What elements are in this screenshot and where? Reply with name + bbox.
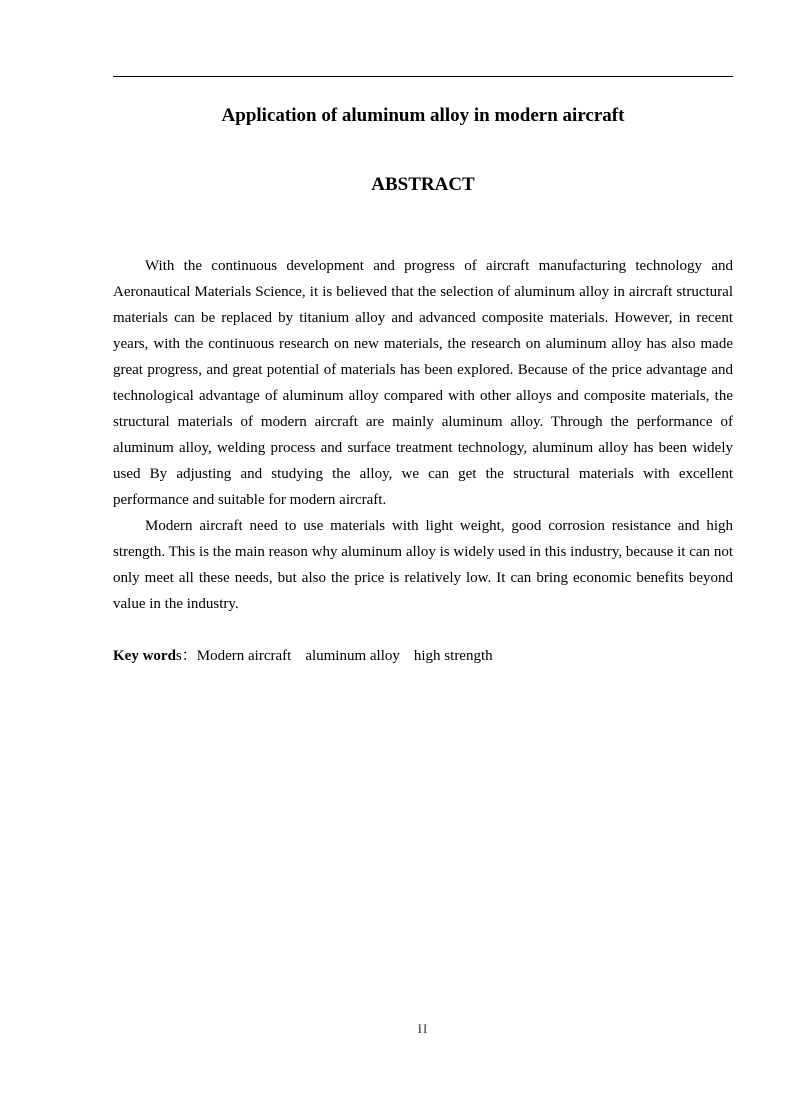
keywords-line <box>113 643 733 669</box>
page-number: II <box>417 1021 429 1036</box>
abstract-paragraph-2: Modern aircraft need to use materials with light weight, good corrosion resistance and high strength. This is the main reason why aluminum alloy is widely used in this industry, because it can not only meet all these needs, but also the price is relatively low. It can bring economic benefits beyond value in the industry. <box>113 518 733 612</box>
document-title: Application of aluminum alloy in modern aircraft <box>221 105 625 126</box>
keyword-item: aluminum alloy <box>305 648 400 664</box>
keyword-item: high strength <box>413 648 493 664</box>
keywords-label-suffix: s： <box>175 648 197 664</box>
header-rule <box>113 76 733 77</box>
abstract-heading: ABSTRACT <box>371 174 475 195</box>
abstract-body <box>113 253 733 617</box>
abstract-paragraph-1: With the continuous development and progress of aircraft manufacturing technology and Aeronautical Materials Science, it is believed that the selection of aluminum alloy in aircraft structural materials can be replaced by titanium alloy and advanced composite materials. However, in recent years, with the continuous research on new materials, the research on aluminum alloy has also made great progress, and great potential of materials has been explored. Because of the price advantage and technological advantage of aluminum alloy compared with other alloys and composite materials, the structural materials of modern aircraft are mainly aluminum alloy. Through the performance of aluminum alloy, welding process and surface treatment technology, aluminum alloy has been widely used By adjusting and studying the alloy, we can get the structural materials with excellent performance and suitable for modern aircraft. <box>113 258 733 508</box>
keyword-item: Modern aircraft <box>196 648 292 664</box>
keywords-label: Key word <box>113 648 176 664</box>
